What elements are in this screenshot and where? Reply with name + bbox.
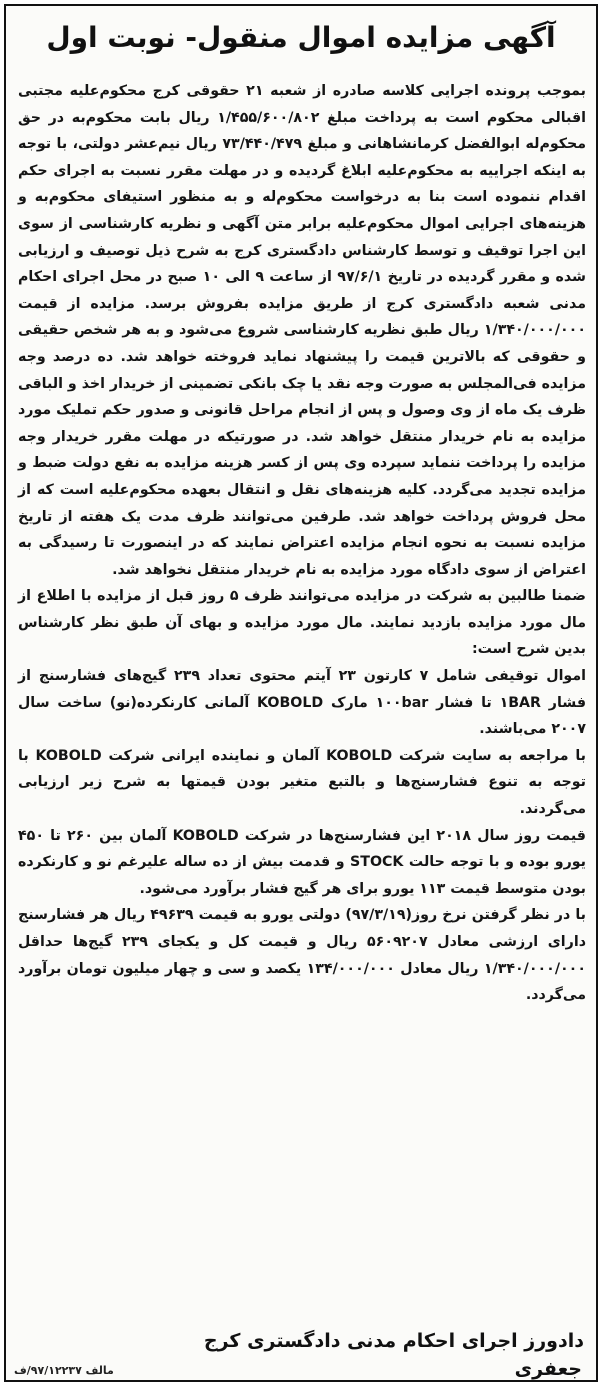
paragraph-reference-site: با مراجعه به سایت شرکت KOBOLD آلمان و نماینده ایرانی شرکت KOBOLD با توجه به تنوع فشارسنج‌ها و بالتبع متغیر بودن قیمتها به شرح زیر ارزیابی می‌گردند. <box>18 747 586 818</box>
paragraph-total-value: با در نظر گرفتن نرخ روز(۹۷/۳/۱۹) دولتی یورو به قیمت ۴۹۶۳۹ ریال هر فشارسنج دارای ارزشی معادل ۵۶۰۹۲۰۷ ریال و قیمت کل و یکجای ۲۳۹ گیج‌ها حداقل ۱/۳۴۰/۰۰۰/۰۰۰ ریال معادل ۱۳۴/۰۰۰/۰۰۰ یکصد و سی و چهار میلیون تومان برآورد می‌گردد. <box>18 907 586 1004</box>
reference-number: مالف ۹۷/۱۲۲۳۷/ف <box>14 1364 114 1377</box>
paragraph-price-2018: قیمت روز سال ۲۰۱۸ این فشارسنج‌ها در شرکت KOBOLD آلمان بین ۲۶۰ تا ۴۵۰ یورو بوده و با توجه حالت STOCK و قدمت بیش از ده ساله علیرغم نو و کارنکرده بودن متوسط قیمت ۱۱۳ یورو برای هر گیج فشار برآورد می‌شود. <box>18 827 586 897</box>
signature-title: دادورز اجرای احکام مدنی دادگستری کرج <box>203 1330 584 1352</box>
notice-frame <box>4 4 598 1382</box>
signer-name: جعفری <box>514 1358 582 1380</box>
notice-title: آگهی مزایده اموال منقول- نوبت اول <box>46 21 556 54</box>
paragraph-main: بموجب پرونده اجرایی کلاسه صادره از شعبه ۲۱ حقوقی کرج محکوم‌علیه مجتبی اقبالی محکوم است به پرداخت مبلغ ۱/۴۵۵/۶۰۰/۸۰۲ ریال بابت محکوم‌به در حق محکوم‌له ابوالفضل کرمانشاهانی و مبلغ ۷۳/۴۴۰/۴۷۹ ریال نیم‌عشر دولتی، با توجه به اینکه اجراییه به محکوم‌علیه ابلاغ گردیده و در مهلت مقرر نسبت به اجرای حکم اقدام ننموده است بنا به درخواست محکوم‌له و به منظور استیفای محکوم‌به و هزینه‌های اجرایی اموال محکوم‌علیه برابر متن آگهی و نظریه کارشناسی از سوی این اجرا توقیف و توسط کارشناس دادگستری کرج به شرح ذیل توصیف و ارزیابی شده و مقرر گردیده در تاریخ ۹۷/۶/۱ از ساعت ۹ الی ۱۰ صبح در محل اجرای احکام مدنی شعبه دادگستری کرج از طریق مزایده بفروش برسد. مزایده از قیمت ۱/۳۴۰/۰۰۰/۰۰۰ ریال طبق نظریه کارشناسی شروع می‌شود و به هر شخص حقیقی و حقوقی که بالاترین قیمت را پیشنهاد نماید فروخته خواهد شد. ده درصد وجه مزایده فی‌المجلس به صورت وجه نقد یا چک بانکی تضمینی از خریدار اخذ و الباقی ظرف یک ماه از وی وصول و پس از انجام مراحل قانونی و صدور حکم تملیک مورد مزایده به نام خریدار منتقل خواهد شد. در صورتیکه در مهلت مقرر خریدار وجه مزایده را پرداخت ننماید سپرده وی پس از کسر هزینه مزایده به نفع دولت ضبط و مزایده تجدید می‌گردد. کلیه هزینه‌های نقل و انتقال بعهده محکوم‌علیه است که از محل فروش پرداخت خواهد شد. طرفین می‌توانند ظرف مدت یک هفته از تاریخ مزایده نسبت به نحوه انجام مزایده اعتراض نمایند که در اینصورت تا رسیدگی به اعتراض از سوی دادگاه مورد مزایده به نام خریدار منتقل نخواهد شد. <box>18 83 587 578</box>
paragraph-visit: ضمنا طالبین به شرکت در مزایده می‌توانند ظرف ۵ روز قبل از مزایده با اطلاع از مال مورد مزایده بازدید نمایند. مال مورد مزایده و بهای آن طبق نظر کارشناس بدین شرح است: <box>18 588 586 658</box>
notice-body <box>18 78 586 1009</box>
paragraph-items: اموال توقیفی شامل ۷ کارتون ۲۳ آیتم محتوی تعداد ۲۳۹ گیج‌های فشارسنج از فشار ۱BAR تا فشار ۱۰۰bar مارک KOBOLD آلمانی کارنکرده(نو) ساخت سال ۲۰۰۷ می‌باشند. <box>18 668 586 738</box>
